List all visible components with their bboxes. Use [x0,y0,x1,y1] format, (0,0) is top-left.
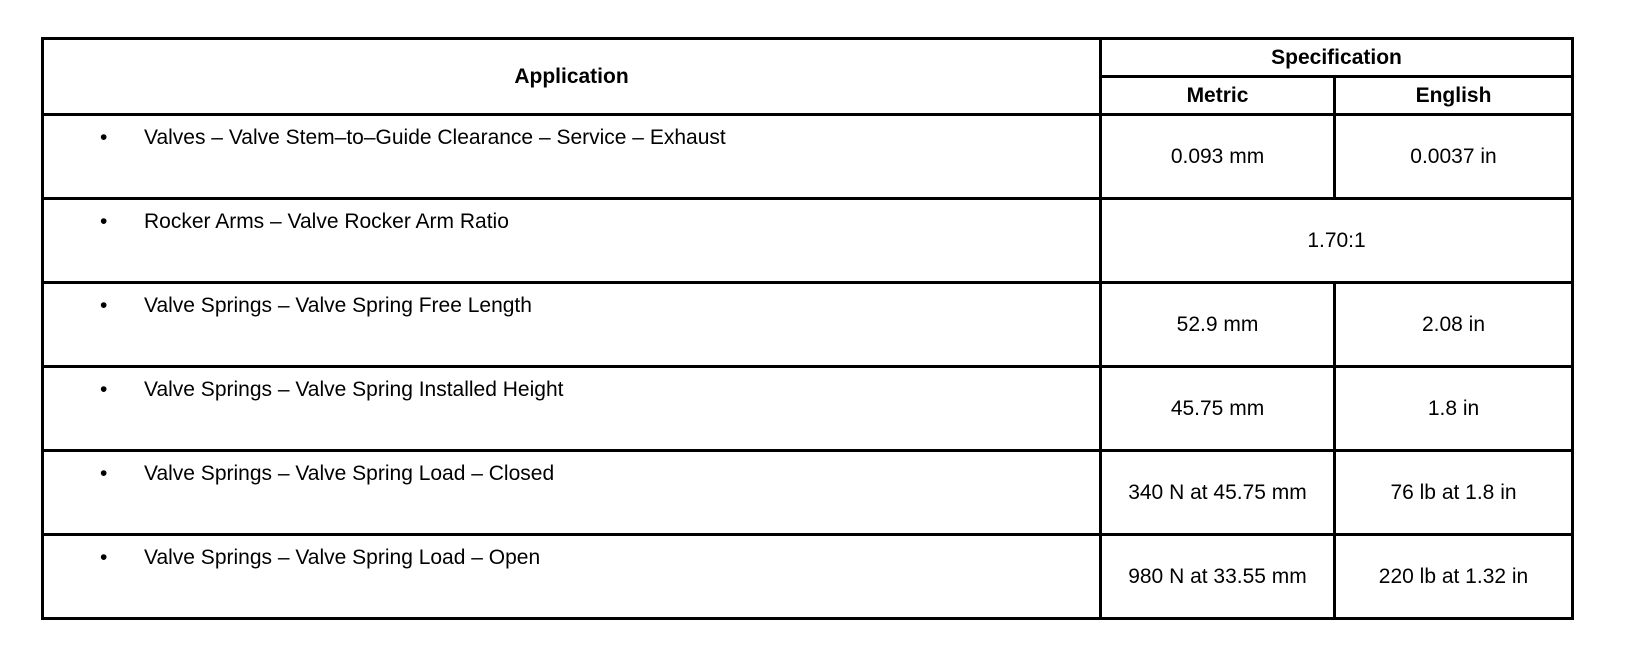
table-row [43,535,1573,619]
application-text: Valve Springs – Valve Spring Installed Height [144,378,564,401]
application-cell [43,283,1101,367]
bullet-icon: • [100,378,108,401]
application-text: Rocker Arms – Valve Rocker Arm Ratio [144,210,509,233]
metric-value: 980 N at 33.55 mm [1101,535,1335,619]
application-text: Valve Springs – Valve Spring Free Length [144,294,532,317]
metric-value: 45.75 mm [1101,367,1335,451]
specification-table [41,37,1574,620]
application-text: Valve Springs – Valve Spring Load – Closed [144,462,555,485]
bullet-icon: • [100,462,108,485]
application-cell [43,199,1101,283]
bullet-icon: • [100,210,108,233]
table-row [43,199,1573,283]
table-row [43,367,1573,451]
application-cell [43,115,1101,199]
bullet-icon: • [100,546,108,569]
english-value: 2.08 in [1335,283,1573,367]
table-row [43,451,1573,535]
english-value: 1.8 in [1335,367,1573,451]
metric-value: 340 N at 45.75 mm [1101,451,1335,535]
application-text: Valves – Valve Stem–to–Guide Clearance – Service – Exhaust [144,126,726,149]
ratio-value: 1.70:1 [1101,199,1573,283]
header-metric: Metric [1101,77,1335,115]
table-row [43,283,1573,367]
english-value: 76 lb at 1.8 in [1335,451,1573,535]
metric-value: 0.093 mm [1101,115,1335,199]
table-row [43,115,1573,199]
metric-value: 52.9 mm [1101,283,1335,367]
header-specification: Specification [1101,39,1573,77]
bullet-icon: • [100,126,108,149]
application-cell [43,535,1101,619]
application-cell [43,451,1101,535]
english-value: 0.0037 in [1335,115,1573,199]
header-english: English [1335,77,1573,115]
header-application: Application [43,39,1101,115]
application-cell [43,367,1101,451]
bullet-icon: • [100,294,108,317]
application-text: Valve Springs – Valve Spring Load – Open [144,546,541,569]
english-value: 220 lb at 1.32 in [1335,535,1573,619]
